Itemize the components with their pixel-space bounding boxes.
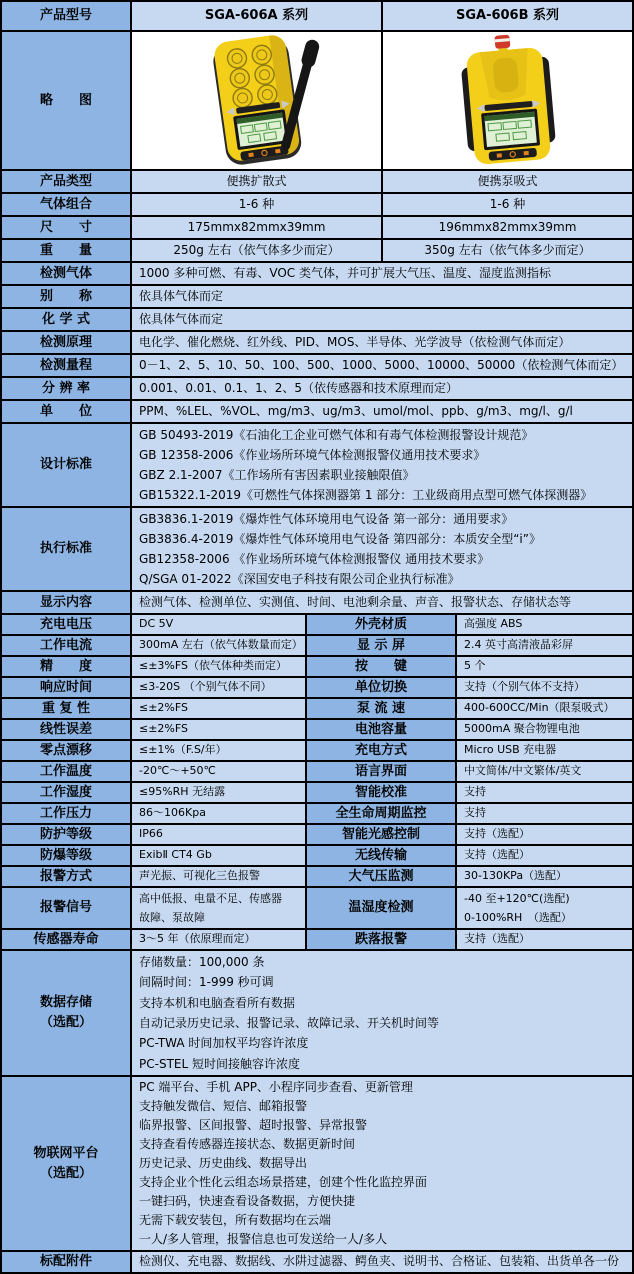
spec-value: 支持: [457, 804, 634, 825]
spec-row: [2, 615, 634, 636]
spec-row: [2, 699, 634, 720]
spec-label: 充电电压: [2, 615, 132, 636]
spec-value: GB3836.1-2019《爆炸性气体环境用电气设备 第一部分：通用要求》 GB3836.4-2019《爆炸性气体环境用电气设备 第四部分：本质安全型“i”》 GB12358-2006 《作业场所环境气体检测报警仪 通用技术要求》 Q/SGA 01-2022《深国安电子科技有限公司企业执行标准》: [132, 508, 634, 592]
spec-row: [2, 508, 634, 592]
spec-value: ExibⅡ CT4 Gb: [132, 846, 307, 867]
spec-label: 智能校准: [307, 783, 457, 804]
spec-row: [2, 240, 634, 263]
spec-label: 报警信号: [2, 888, 132, 930]
device-photo-cell-a: [132, 32, 383, 171]
spec-label: 报警方式: [2, 867, 132, 888]
spec-row: [2, 378, 634, 401]
spec-value: 支持（个别气体不支持）: [457, 678, 634, 699]
spec-label: 泵 流 速: [307, 699, 457, 720]
spec-label: 显示内容: [2, 592, 132, 615]
device-photo-cell-b: [383, 32, 634, 171]
spec-row: [2, 286, 634, 309]
spec-label: 标配附件: [2, 1252, 132, 1274]
spec-row: [2, 741, 634, 762]
spec-label: 外壳材质: [307, 615, 457, 636]
spec-value: 电化学、催化燃烧、红外线、PID、MOS、半导体、光学波导（依检测气体而定）: [132, 332, 634, 355]
spec-label: 检测原理: [2, 332, 132, 355]
spec-label: 检测气体: [2, 263, 132, 286]
spec-label: 工作温度: [2, 762, 132, 783]
spec-label: 温湿度检测: [307, 888, 457, 930]
spec-label: 重 量: [2, 240, 132, 263]
spec-value: 支持（选配）: [457, 930, 634, 951]
spec-row: [2, 930, 634, 951]
sga-606b-device-photo: [408, 34, 608, 167]
spec-value-b: 便携泵吸式: [383, 171, 634, 194]
spec-row: [2, 678, 634, 699]
spec-value: 1000 多种可燃、有毒、VOC 类气体，并可扩展大气压、温度、湿度监测指标: [132, 263, 634, 286]
spec-row: [2, 32, 634, 171]
spec-label: 防爆等级: [2, 846, 132, 867]
spec-row: [2, 1077, 634, 1252]
spec-row: [2, 720, 634, 741]
spec-value: 5000mA 聚合物锂电池: [457, 720, 634, 741]
spec-value: -20℃～+50℃: [132, 762, 307, 783]
spec-row: [2, 194, 634, 217]
spec-label: 单 位: [2, 401, 132, 424]
spec-row: [2, 2, 634, 32]
spec-label: 重 复 性: [2, 699, 132, 720]
spec-label: 跌落报警: [307, 930, 457, 951]
spec-value: ≤±2%FS: [132, 699, 307, 720]
spec-value: 30-130KPa（选配）: [457, 867, 634, 888]
spec-value: ≤±2%FS: [132, 720, 307, 741]
spec-value-a: 1-6 种: [132, 194, 383, 217]
spec-label: 数据存储 （选配）: [2, 951, 132, 1077]
spec-label: 精 度: [2, 657, 132, 678]
sga-606a-device-photo: [157, 34, 357, 167]
spec-label: 电池容量: [307, 720, 457, 741]
spec-row: [2, 825, 634, 846]
spec-label: 别 称: [2, 286, 132, 309]
spec-value: 0－1、2、5、10、50、100、500、1000、5000、10000、50000（依检测气体而定）: [132, 355, 634, 378]
spec-value-a: 便携扩散式: [132, 171, 383, 194]
spec-label: 响应时间: [2, 678, 132, 699]
spec-label: 物联网平台 （选配）: [2, 1077, 132, 1252]
spec-label: 零点漂移: [2, 741, 132, 762]
spec-row: [2, 592, 634, 615]
spec-value: 检测气体、检测单位、实测值、时间、电池剩余量、声音、报警状态、存储状态等: [132, 592, 634, 615]
spec-value: 依具体气体而定: [132, 309, 634, 332]
spec-row: [2, 951, 634, 1077]
spec-label: 气体组合: [2, 194, 132, 217]
spec-value: PC 端平台、手机 APP、小程序同步查看、更新管理 支持触发微信、短信、邮箱报警 临界报警、区间报警、超时报警、异常报警 支持查看传感器连接状态、数据更新时间 历史记录、历史曲线、数据导出 支持企业个性化云组态场景搭建，创建个性化监控界面 一键扫码，快速查看设备数据，方便快捷 无需下载安装包，所有数据均在云端 一人/多人管理，报警信息也可发送给一人/多人: [132, 1077, 634, 1252]
spec-label: 分 辨 率: [2, 378, 132, 401]
product-model-label: 产品型号: [2, 2, 132, 32]
spec-value-a: 250g 左右（依气体多少而定）: [132, 240, 383, 263]
spec-value: 高中低报、电量不足、传感器 故障、泵故障: [132, 888, 307, 930]
spec-row: [2, 401, 634, 424]
spec-value: 高强度 ABS: [457, 615, 634, 636]
spec-label: 智能光感控制: [307, 825, 457, 846]
spec-label: 执行标准: [2, 508, 132, 592]
sketch-label: 略 图: [2, 32, 132, 171]
spec-label: 显 示 屏: [307, 636, 457, 657]
spec-value: 依具体气体而定: [132, 286, 634, 309]
spec-row: [2, 804, 634, 825]
spec-row: [2, 846, 634, 867]
spec-value: 支持（选配）: [457, 825, 634, 846]
spec-value: DC 5V: [132, 615, 307, 636]
spec-row: [2, 783, 634, 804]
spec-label: 防护等级: [2, 825, 132, 846]
spec-value: 支持（选配）: [457, 846, 634, 867]
spec-row: [2, 636, 634, 657]
spec-value: 中文简体/中文繁体/英文: [457, 762, 634, 783]
spec-label: 产品类型: [2, 171, 132, 194]
spec-label: 全生命周期监控: [307, 804, 457, 825]
spec-label: 工作湿度: [2, 783, 132, 804]
spec-value-a: 175mmx82mmx39mm: [132, 217, 383, 240]
spec-label: 按 键: [307, 657, 457, 678]
spec-value: 声光振、可视化三色报警: [132, 867, 307, 888]
spec-value: 400-600CC/Min（限泵吸式）: [457, 699, 634, 720]
spec-value: -40 至+120℃(选配) 0-100%RH （选配）: [457, 888, 634, 930]
spec-value: 2.4 英寸高清液晶彩屏: [457, 636, 634, 657]
spec-label: 充电方式: [307, 741, 457, 762]
spec-value: PPM、%LEL、%VOL、mg/m3、ug/m3、umol/mol、ppb、g/m3、mg/l、g/l: [132, 401, 634, 424]
spec-row: [2, 171, 634, 194]
spec-value: 检测仪、充电器、数据线、水阱过滤器、鳄鱼夹、说明书、合格证、包装箱、出货单各一份: [132, 1252, 634, 1274]
spec-value: 3～5 年（依原理而定）: [132, 930, 307, 951]
spec-label: 化 学 式: [2, 309, 132, 332]
spec-value: ≤3-20S （个别气体不同）: [132, 678, 307, 699]
spec-row: [2, 217, 634, 240]
spec-value: ≤±1%（F.S/年）: [132, 741, 307, 762]
spec-value: 5 个: [457, 657, 634, 678]
spec-row: [2, 355, 634, 378]
spec-row: [2, 332, 634, 355]
spec-value-b: 1-6 种: [383, 194, 634, 217]
spec-value: ≤±3%FS（依气体种类而定）: [132, 657, 307, 678]
spec-value: 支持: [457, 783, 634, 804]
spec-row: [2, 424, 634, 508]
spec-value: Micro USB 充电器: [457, 741, 634, 762]
spec-row: [2, 309, 634, 332]
spec-label: 语言界面: [307, 762, 457, 783]
spec-value: GB 50493-2019《石油化工企业可燃气体和有毒气体检测报警设计规范》 GB 12358-2006《作业场所环境气体检测报警仪通用技术要求》 GBZ 2.1-2007《工作场所有害因素职业接触限值》 GB15322.1-2019《可燃性气体探测器第 1 部分：工业级商用点型可燃气体探测器》: [132, 424, 634, 508]
spec-row: [2, 867, 634, 888]
spec-label: 线性误差: [2, 720, 132, 741]
spec-value-b: 196mmx82mmx39mm: [383, 217, 634, 240]
spec-value-b: 350g 左右（依气体多少而定）: [383, 240, 634, 263]
spec-label: 设计标准: [2, 424, 132, 508]
spec-row: [2, 263, 634, 286]
series-b-header: SGA-606B 系列: [383, 2, 634, 32]
spec-label: 检测量程: [2, 355, 132, 378]
spec-value: IP66: [132, 825, 307, 846]
spec-value: 300mA 左右（依气体数量而定）: [132, 636, 307, 657]
spec-label: 单位切换: [307, 678, 457, 699]
spec-label: 传感器寿命: [2, 930, 132, 951]
spec-label: 工作电流: [2, 636, 132, 657]
spec-label: 工作压力: [2, 804, 132, 825]
spec-row: [2, 762, 634, 783]
spec-value: 0.001、0.01、0.1、1、2、5（依传感器和技术原理而定）: [132, 378, 634, 401]
spec-row: [2, 657, 634, 678]
spec-row: [2, 888, 634, 930]
spec-label: 尺 寸: [2, 217, 132, 240]
series-a-header: SGA-606A 系列: [132, 2, 383, 32]
spec-value: 存储数量：100,000 条 间隔时间：1-999 秒可调 支持本机和电脑查看所有数据 自动记录历史记录、报警记录、故障记录、开关机时间等 PC-TWA 时间加权平均容许浓度 PC-STEL 短时间接触容许浓度: [132, 951, 634, 1077]
spec-label: 无线传输: [307, 846, 457, 867]
spec-label: 大气压监测: [307, 867, 457, 888]
spec-value: ≤95%RH 无结露: [132, 783, 307, 804]
spec-row: [2, 1252, 634, 1274]
spec-value: 86～106Kpa: [132, 804, 307, 825]
